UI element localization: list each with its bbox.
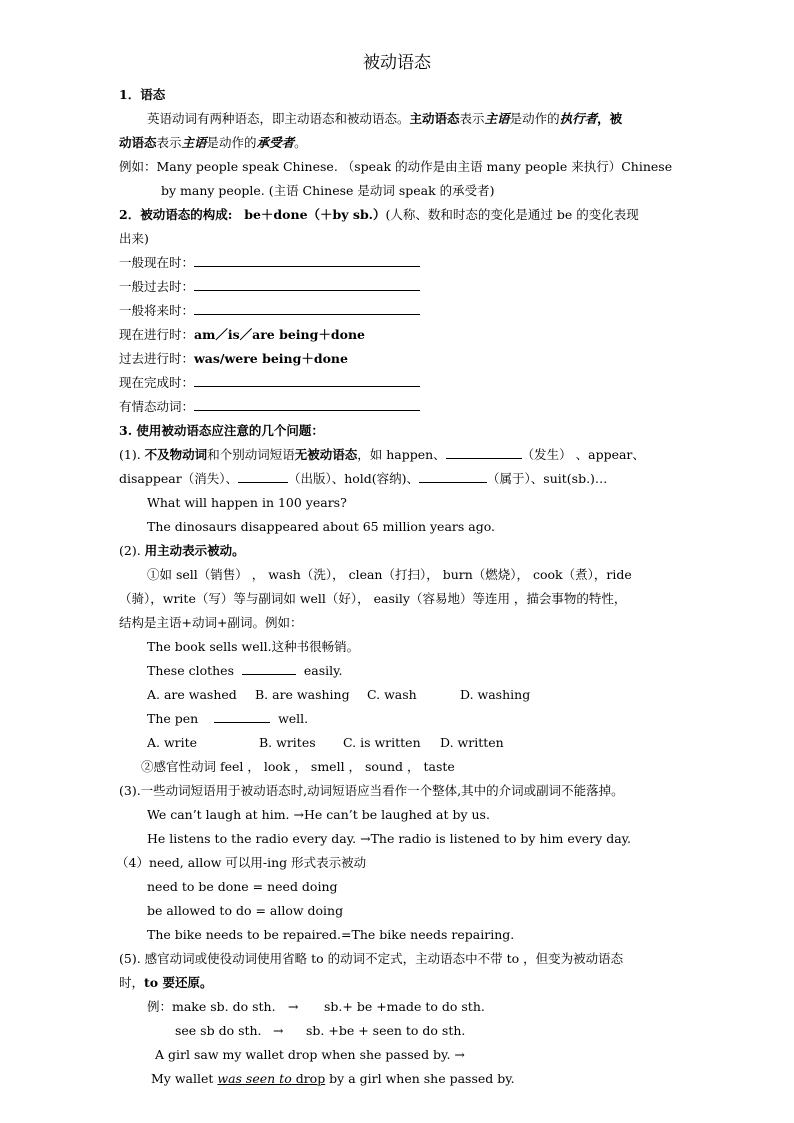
arrow-icon: → (273, 1023, 284, 1038)
section-1-heading: 1．语态 (119, 87, 166, 102)
arrow-icon: → (288, 999, 299, 1014)
item-4-example-2: be allowed to do = allow doing (147, 903, 344, 918)
option-d[interactable]: D. written (440, 735, 504, 750)
option-a[interactable]: A. are washed (147, 687, 237, 702)
item-2-sense-verbs: ②感官性动词 feel ， look ， smell ， sound ， taste (141, 759, 455, 774)
option-b[interactable]: B. writes (259, 735, 316, 750)
item-2-heading: (2). 用主动表示被动。 (119, 543, 245, 558)
answer-blank[interactable] (242, 662, 296, 675)
item-1-line1: (1). 不及物动词和个别动词短语无被动语态，如 happen、 （发生） 、appear、 (119, 447, 645, 462)
answer-blank[interactable] (194, 302, 420, 315)
item-2-line1: ①如 sell（销售） ， wash（洗）， clean（打扫）， burn（燃烧）， cook（煮），ride (147, 567, 632, 582)
section-3-heading: 3. 使用被动语态应注意的几个问题： (119, 423, 324, 438)
section-1-paragraph-line2: 动语态表示主语是动作的承受者。 (119, 135, 307, 150)
item-1-example-1: What will happen in 100 years? (147, 495, 347, 510)
tense-modal: 有情态动词： (119, 398, 420, 416)
answer-blank[interactable] (446, 446, 522, 459)
item-4-example-1: need to be done = need doing (147, 879, 338, 894)
item-5-example-4: My wallet was seen to drop by a girl when she passed by. (151, 1071, 515, 1086)
option-c[interactable]: C. is written (343, 735, 421, 750)
answer-blank[interactable] (238, 470, 288, 483)
item-1-example-2: The dinosaurs disappeared about 65 million years ago. (147, 519, 495, 534)
item-3-example-1: We can’t laugh at him. →He can’t be laughed at by us. (147, 807, 490, 822)
option-c[interactable]: C. wash (367, 687, 417, 702)
item-2-example-1: The book sells well.这种书很畅销。 (147, 639, 360, 654)
item-3-line1: (3).一些动词短语用于被动语态时,动词短语应当看作一个整体,其中的介词或副词不能落掉。 (119, 783, 624, 798)
item-5-line2: 时，to 要还原。 (119, 975, 213, 990)
item-3-example-2: He listens to the radio every day. →The radio is listened to by him every day. (147, 831, 632, 846)
section-2-note-line2: 出来) (119, 231, 149, 246)
item-2-line3: 结构是主语+动词+副词。例如： (119, 615, 303, 630)
page-title: 被动语态 (363, 53, 431, 73)
item-4-line1: （4）need, allow 可以用-ing 形式表示被动 (116, 855, 367, 870)
tense-simple-past: 一般过去时： (119, 278, 420, 296)
option-b[interactable]: B. are washing (255, 687, 350, 702)
item-5-line1: (5). 感官动词或使役动词使用省略 to 的动词不定式，主动语态中不带 to ，但变为被动语态 (119, 951, 624, 966)
item-2-question-2: The pen well. (147, 711, 309, 726)
section-1-paragraph-line1: 英语动词有两种语态，即主动语态和被动语态。主动语态表示主语是动作的执行者，被 (147, 111, 623, 126)
tense-past-continuous: 过去进行时：was/were being＋done (119, 351, 348, 366)
answer-blank[interactable] (419, 470, 487, 483)
tense-present-continuous: 现在进行时：am／is／are being＋done (119, 327, 366, 342)
item-4-example-3: The bike needs to be repaired.=The bike needs repairing. (147, 927, 515, 942)
answer-blank[interactable] (214, 710, 270, 723)
tense-simple-future: 一般将来时： (119, 302, 420, 320)
option-a[interactable]: A. write (147, 735, 198, 750)
answer-blank[interactable] (194, 254, 420, 267)
item-5-example-1: 例：make sb. do sth. → sb.+ be +made to do sth. (147, 999, 485, 1014)
section-1-example-line2: by many people. (主语 Chinese 是动词 speak 的承受者) (161, 183, 495, 198)
answer-blank[interactable] (194, 374, 420, 387)
item-5-example-3: A girl saw my wallet drop when she passed by. → (155, 1047, 465, 1062)
item-1-line2: disappear（消失）、 （出版）、hold(容纳)、 （属于）、suit(sb.)… (119, 471, 608, 486)
section-2-heading-line: 2．被动语态的构成: be＋done（＋by sb.）(人称、数和时态的变化是通过 be 的变化表现 (119, 207, 639, 222)
answer-blank[interactable] (194, 278, 420, 291)
option-d[interactable]: D. washing (460, 687, 531, 702)
item-2-question-1: These clothes easily. (147, 663, 343, 678)
tense-simple-present: 一般现在时： (119, 254, 420, 272)
tense-present-perfect: 现在完成时： (119, 374, 420, 392)
item-2-line2: （骑），write（写）等与副词如 well（好）， easily（容易地）等连用 ，描会事物的特性， (119, 591, 627, 606)
section-1-example-line1: 例如：Many people speak Chinese. （speak 的动作是由主语 many people 来执行）Chinese (119, 159, 673, 174)
item-5-example-2: see sb do sth. → sb. +be + seen to do sth. (175, 1023, 466, 1038)
answer-blank[interactable] (194, 398, 420, 411)
